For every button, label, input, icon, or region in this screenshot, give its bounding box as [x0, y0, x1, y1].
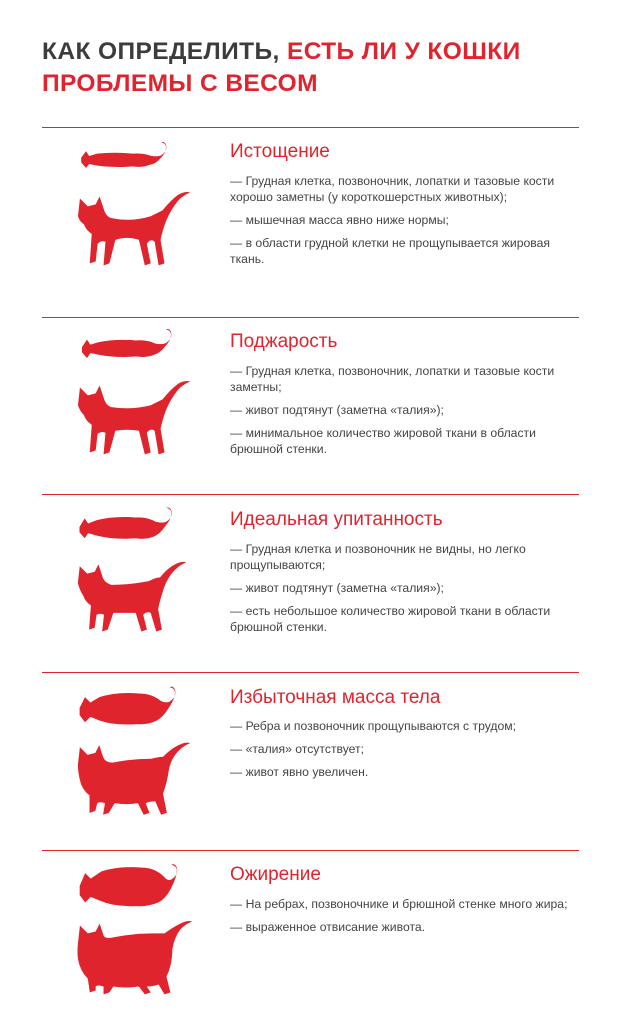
title-part-red: ЕСТЬ ЛИ У КОШКИ ПРОБЛЕМЫ С ВЕСОМ	[42, 38, 521, 97]
bullet-list	[230, 363, 575, 464]
cat-side-view-icon	[76, 740, 192, 818]
section-title: Идеальная упитанность	[230, 509, 443, 530]
list-item: — живот подтянут (заметна «талия»);	[230, 581, 444, 595]
list-item: — живот явно увеличен.	[230, 765, 369, 779]
section-title: Поджарость	[230, 331, 338, 352]
list-item: — в области грудной клетки не прощупывается жировая ткань.	[230, 236, 550, 266]
cat-side-view-icon	[76, 558, 188, 636]
cat-side-view-icon	[76, 190, 194, 268]
cat-side-view-icon	[76, 378, 194, 458]
cat-side-view-icon	[76, 918, 194, 998]
list-item: — Грудная клетка и позвоночник не видны, но легко прощупываются;	[230, 542, 526, 572]
cat-top-view-icon	[76, 505, 180, 549]
list-item: — минимальное количество жировой ткани в области брюшной стенки.	[230, 426, 536, 456]
cat-top-view-icon	[76, 684, 184, 730]
bullet-list	[230, 541, 575, 642]
list-item: — Грудная клетка, позвоночник, лопатки и тазовые кости хорошо заметны (у короткошерстных животных);	[230, 174, 555, 204]
section-divider	[42, 494, 579, 495]
cat-top-view-icon	[76, 140, 176, 180]
page-title	[42, 36, 582, 100]
section-divider	[42, 317, 579, 318]
list-item: — живот подтянут (заметна «талия»);	[230, 403, 444, 417]
list-item: — На ребрах, позвоночнике и брюшной стенке много жира;	[230, 897, 568, 911]
bullet-list	[230, 718, 575, 787]
bullet-list	[230, 896, 575, 942]
title-part-dark: КАК ОПРЕДЕЛИТЬ,	[42, 38, 287, 65]
section-title: Истощение	[230, 141, 330, 162]
section-divider	[42, 850, 579, 851]
list-item: — выраженное отвисание живота.	[230, 920, 426, 934]
cat-top-view-icon	[76, 860, 186, 910]
list-item: — мышечная масса явно ниже нормы;	[230, 213, 449, 227]
section-title: Избыточная масса тела	[230, 687, 441, 708]
list-item: — Грудная клетка, позвоночник, лопатки и тазовые кости заметны;	[230, 364, 555, 394]
section-divider	[42, 672, 579, 673]
list-item: — Ребра и позвоночник прощупываются с трудом;	[230, 719, 517, 733]
list-item: — «талия» отсутствует;	[230, 742, 365, 756]
section-title: Ожирение	[230, 864, 321, 885]
bullet-list	[230, 173, 575, 274]
cat-top-view-icon	[76, 327, 182, 369]
list-item: — есть небольшое количество жировой ткани в области брюшной стенки.	[230, 604, 551, 634]
section-divider	[42, 127, 579, 128]
